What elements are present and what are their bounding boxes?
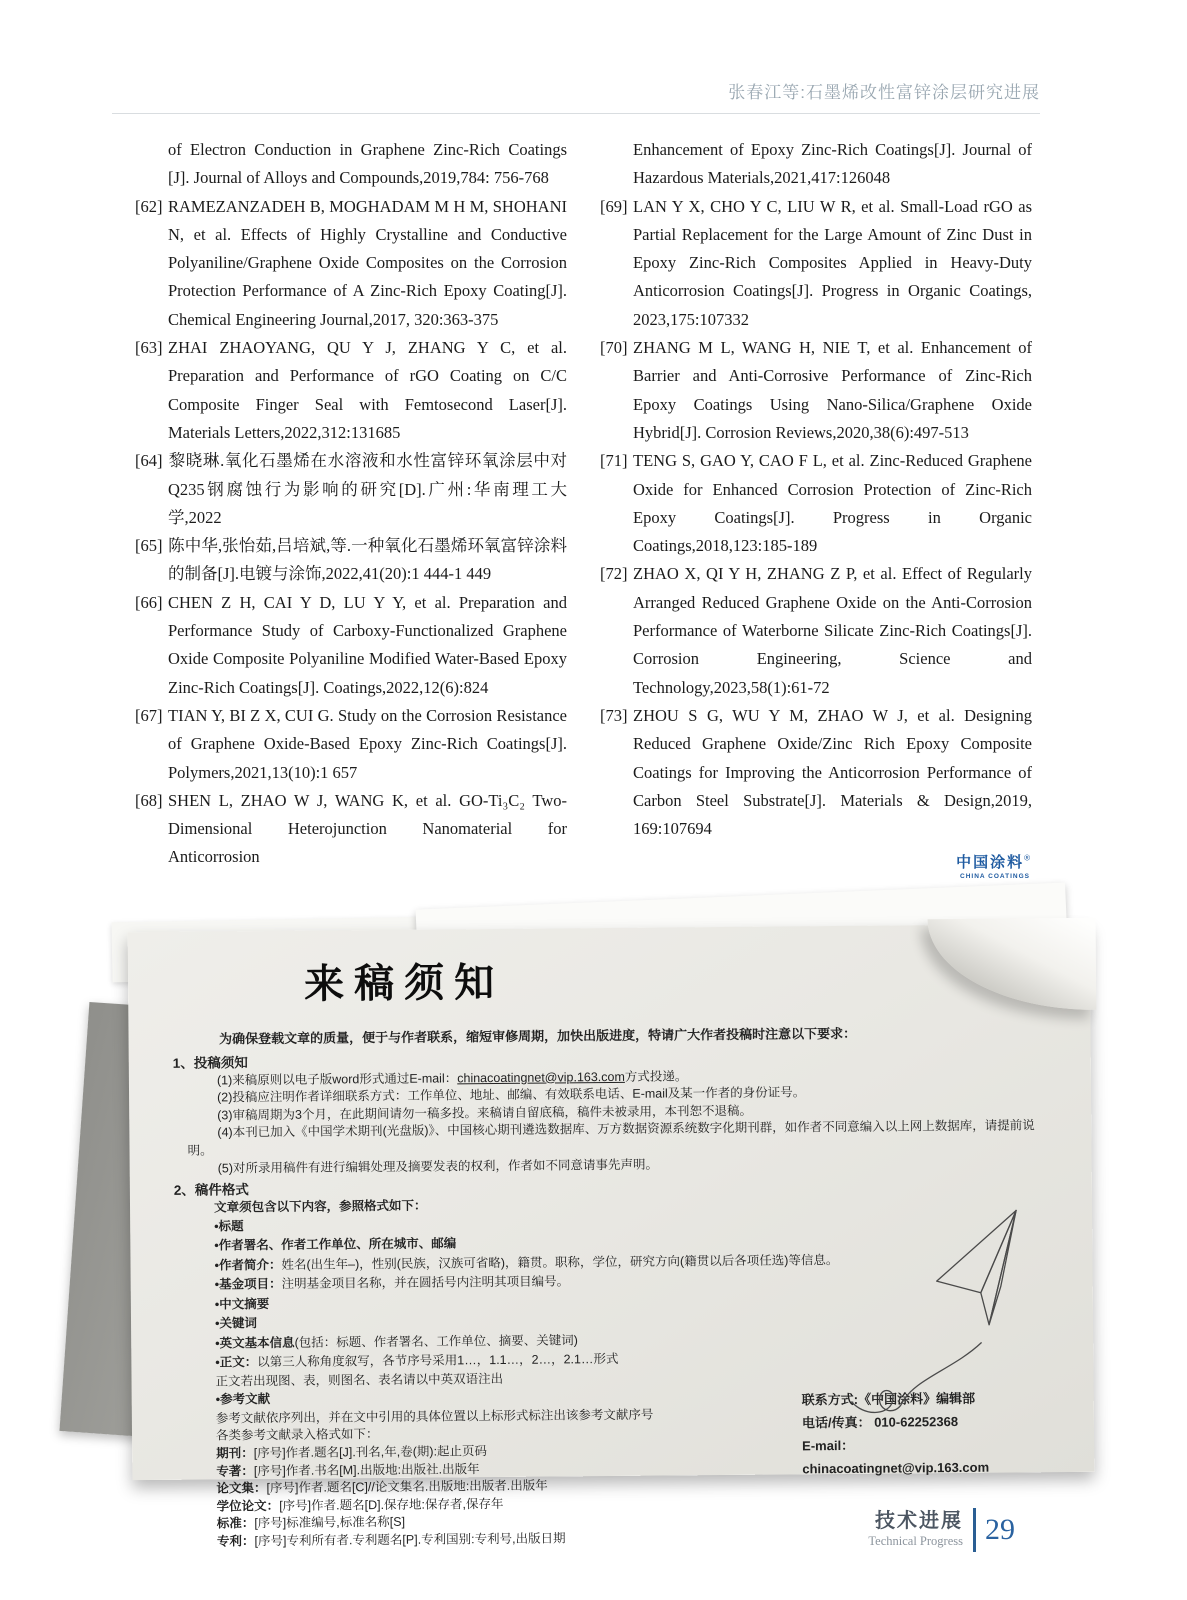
format-item: •正文：以第三人称角度叙写，各节序号采用1…，1.1…，2…，2.1…形式 — [215, 1352, 619, 1370]
reference-list — [135, 136, 1032, 880]
format-item: 论文集：[序号]作者.题名[C]//论文集名.出版地:出版者.出版年 — [216, 1478, 548, 1496]
reference-entry: [64] 黎晓琳.氧化石墨烯在水溶液和水性富锌环氧涂层中对Q235钢腐蚀行为影响的研究[D].广州:华南理工大学,2022 — [135, 451, 567, 527]
format-item: 专利：[序号]专利所有者.专利题名[P].专利国别:专利号,出版日期 — [216, 1531, 566, 1549]
format-item: •关键词 — [214, 1316, 257, 1331]
reference-entry: [71] TENG S, GAO Y, CAO F L, et al. Zinc-Reduced Graphene Oxide for Enhanced Corrosion Protection of Zinc-Rich Epoxy Coatings[J]. Progress in Organic Coatings,2018,123:185-189 — [600, 451, 1032, 556]
reference-entry: Enhancement of Epoxy Zinc-Rich Coatings[J]. Journal of Hazardous Materials,2021,417:126048 — [633, 140, 1032, 188]
format-item: •作者署名、作者工作单位、所在城市、邮编 — [214, 1236, 457, 1253]
notice-item-3: (3)审稿周期为3个月，在此期间请勿一稿多投。来稿请自留底稿，稿件未被录用，本刊恕不退稿。 — [217, 1103, 753, 1123]
contact-block — [802, 1386, 1043, 1480]
references-left-column — [135, 136, 567, 880]
contact-line-2: 电话/传真： 010-62252368 — [801, 1413, 959, 1431]
china-coatings-logo — [600, 851, 1032, 880]
format-item: •参考文献 — [215, 1392, 271, 1407]
format-item: 正文若出现图、表，则图名、表名请以中英双语注出 — [215, 1371, 504, 1389]
references-right-column — [600, 136, 1032, 880]
reference-entry: [62] RAMEZANZADEH B, MOGHADAM M H M, SHOHANI N, et al. Effects of Highly Crystalline and Conductive Polyaniline/Graphene Oxide Composites on the Corrosion Protection Performance of A Zinc-Rich Epoxy Coating[J]. Chemical Engineering Journal,2017, 320:363-375 — [135, 196, 567, 329]
reference-entry: [73] ZHOU S G, WU Y M, ZHAO W J, et al. Designing Reduced Graphene Oxide/Zinc Rich Epoxy Composite Coatings for Improving the Anticorrosion Performance of Carbon Steel Substrate[J]. Materials & Design,2019, 169:107694 — [600, 705, 1032, 839]
format-item: •中文摘要 — [214, 1296, 270, 1312]
reference-entry: [72] ZHAO X, QI Y H, ZHANG Z P, et al. Effect of Regularly Arranged Reduced Graphene Oxide on the Anti-Corrosion Performance of Waterborne Silicate Zinc-Rich Coatings[J]. Corrosion Engineering, Science and Technology,2023,58(1):61-72 — [600, 564, 1032, 697]
reference-entry: [70] ZHANG M L, WANG H, NIE T, et al. Enhancement of Barrier and Anti-Corrosive Performance of Zinc-Rich Epoxy Coatings Using Nano-Silica/Graphene Oxide Hybrid[J]. Corrosion Reviews,2020,38(6):497-513 — [600, 338, 1032, 442]
format-item: •基金项目：注明基金项目名称，并在圆括号内注明其项目编号。 — [214, 1274, 570, 1292]
reference-entry: [66] CHEN Z H, CAI Y D, LU Y Y, et al. Preparation and Performance Study of Carboxy-Functionalized Graphene Oxide Composite Polyaniline Modified Water-Based Epoxy Zinc-Rich Coatings[J]. Coatings,2022,12(6):824 — [135, 592, 567, 697]
page-header — [112, 78, 1040, 114]
page-footer — [868, 1508, 1015, 1552]
notice-title: 来稿须知 — [303, 960, 505, 1007]
format-item: 文章须包含以下内容，参照格式如下： — [213, 1198, 427, 1215]
notice-intro: 为确保登载文章的质量，便于与作者联系，缩短审修周期，加快出版进度，特请广大作者投稿时注意以下要求： — [218, 1025, 857, 1047]
reference-entry: [63] ZHAI ZHAOYANG, QU Y J, ZHANG Y C, et al. Preparation and Performance of rGO Coating on C/C Composite Finger Seal with Femtosecond Laser[J]. Materials Letters,2022,312:131685 — [135, 338, 567, 442]
footer-section-en: Technical Progress — [868, 1534, 963, 1548]
submission-email-link[interactable]: chinacoatingnet@vip.163.com — [457, 1069, 625, 1085]
footer-section-cn: 技术进展 — [875, 1510, 963, 1532]
format-item: 标准：[序号]标准编号,标准名称[S] — [216, 1515, 406, 1531]
notice-item-4: (4)本刊已加入《中国学术期刊(光盘版)》、中国核心期刊遴选数据库、万方数据资源系统数字化期刊群，如作者不同意编入以上网上数据库，请提前说明。 — [187, 1118, 1035, 1158]
format-item: 学位论文：[序号]作者.题名[D].保存地:保存者,保存年 — [216, 1496, 504, 1514]
reference-entry: of Electron Conduction in Graphene Zinc-Rich Coatings [J]. Journal of Alloys and Compounds,2019,784: 756-768 — [168, 140, 567, 188]
section2-heading: 2、稿件格式 — [173, 1182, 249, 1198]
logo-reg-mark: ® — [1024, 854, 1030, 864]
reference-entry: [65] 陈中华,张怡茹,吕培斌,等.一种氧化石墨烯环氧富锌涂料的制备[J].电镀与涂饰,2022,41(20):1 444-1 449 — [135, 536, 567, 584]
format-item: •作者简介：姓名(出生年–)，性别(民族，汉族可省略)，籍贯。职称，学位，研究方向(籍贯以后各项任选)等信息。 — [214, 1252, 839, 1273]
format-item: •标题 — [214, 1218, 244, 1234]
format-item: 参考文献依序列出，并在文中引用的具体位置以上标形式标注出该参考文献序号 — [215, 1407, 654, 1426]
running-title: 张春江等:石墨烯改性富锌涂层研究进展 — [728, 83, 1040, 102]
notice-item-2: (2)投稿应注明作者详细联系方式：工作单位、地址、邮编、有效联系电话、E-mail及某一作者的身份证号。 — [217, 1085, 806, 1105]
logo-cn-text: 中国涂料 — [956, 854, 1025, 872]
contact-line-3: E-mail： chinacoatingnet@vip.163.com — [802, 1437, 990, 1477]
contact-line-1: 联系方式:《中国涂料》编辑部 — [801, 1390, 976, 1408]
format-item: 期刊：[序号]作者.题名[J].刊名,年,卷(期):起止页码 — [216, 1444, 488, 1461]
page-number: 29 — [985, 1513, 1015, 1546]
notice-item-5: (5)对所录用稿件有进行编辑处理及摘要发表的权利，作者如不同意请事先声明。 — [217, 1157, 659, 1175]
format-item: 专著：[序号]作者.书名[M].出版地:出版社.出版年 — [216, 1461, 480, 1479]
reference-entry: [68] SHEN L, ZHAO W J, WANG K, et al. GO-Ti₃C₂ Two-Dimensional Heterojunction Nanomaterial for Anticorrosion — [135, 790, 567, 867]
header-rule — [112, 113, 1040, 114]
contact-email-link[interactable]: chinacoatingnet@vip.163.com — [802, 1459, 990, 1477]
section1-heading: 1、投稿须知 — [172, 1054, 248, 1071]
footer-divider-bar — [973, 1508, 976, 1552]
notice-item-1: (1)来稿原则以电子版word形式通过E-mail：chinacoatingnet@vip.163.com方式投递。 — [216, 1068, 688, 1088]
reference-entry: [67] TIAN Y, BI Z X, CUI G. Study on the Corrosion Resistance of Graphene Oxide-Based Epoxy Zinc-Rich Coatings[J]. Polymers,2021,13(10):1 657 — [135, 705, 567, 782]
format-item: 各类参考文献录入格式如下： — [215, 1427, 379, 1443]
reference-entry: [69] LAN Y X, CHO Y C, LIU W R, et al. Small-Load rGO as Partial Replacement for the Large Amount of Zinc Dust in Epoxy Zinc-Rich Composites Applied in Heavy-Duty Anticorrosion Coatings[J]. Progress in Organic Coatings, 2023,175:107332 — [600, 196, 1032, 329]
format-item: •英文基本信息(包括：标题、作者署名、工作单位、摘要、关键词) — [215, 1333, 578, 1351]
logo-en-text: CHINA COATINGS — [960, 873, 1030, 881]
